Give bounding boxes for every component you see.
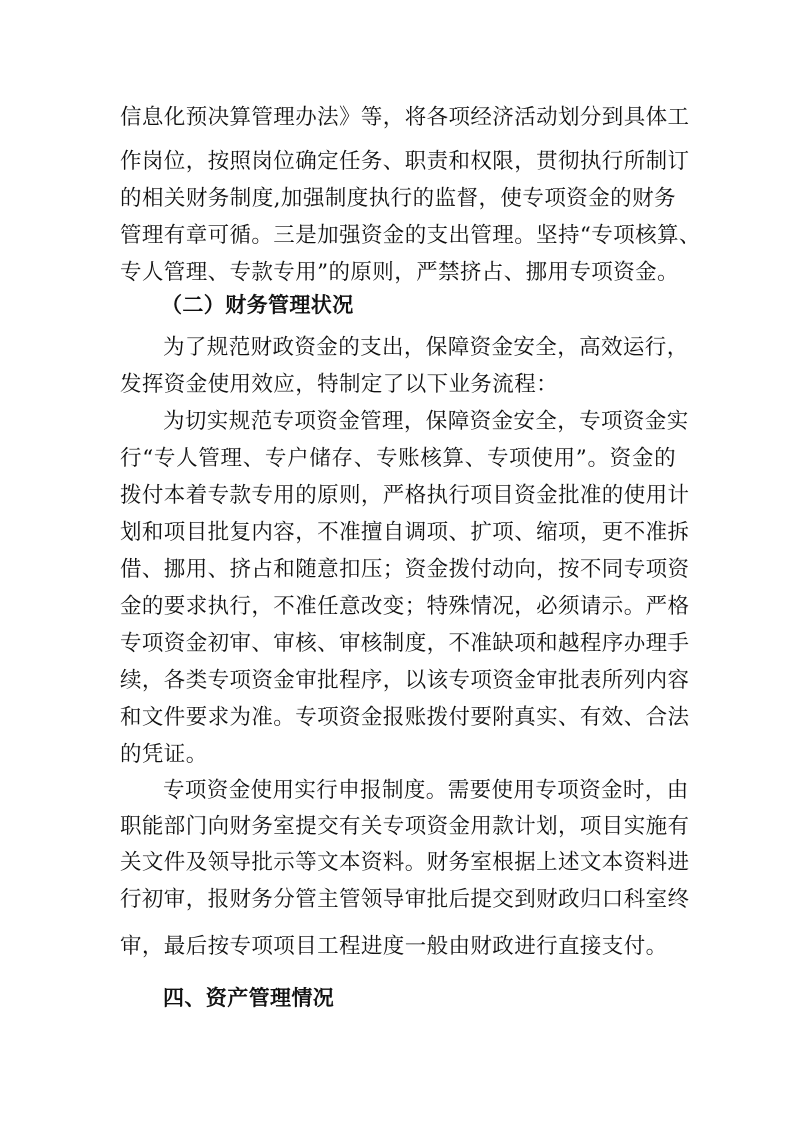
paragraph-line: 的凭证。 — [120, 742, 208, 767]
paragraph-line: 金的要求执行，不准任意改变；特殊情况，必须请示。严格 — [120, 594, 690, 619]
paragraph-line: 信息化预决算管理办法》等，将各项经济活动划分到具体工 — [120, 105, 690, 130]
paragraph-line: 作岗位，按照岗位确定任务、职责和权限，贯彻执行所制订 — [120, 149, 690, 174]
paragraph-line: 行“专人管理、专户储存、专账核算、专项使用”。资金的 — [120, 446, 676, 471]
paragraph-line: 划和项目批复内容，不准擅自调项、扩项、缩项，更不准拆 — [120, 520, 690, 545]
paragraph-line: 关文件及领导批示等文本资料。财务室根据上述文本资料进 — [120, 850, 690, 875]
paragraph-line: 专项资金初审、审核、审核制度，不准缺项和越程序办理手 — [120, 631, 690, 656]
section-heading-financial-management: （二）财务管理状况 — [161, 293, 354, 317]
paragraph-line: 借、挪用、挤占和随意扣压；资金拨付动向，按不同专项资 — [120, 557, 690, 582]
paragraph-line: 为了规范财政资金的支出，保障资金安全，高效运行， — [163, 335, 689, 360]
paragraph-line: 管理有章可循。三是加强资金的支出管理。坚持“专项核算、 — [120, 223, 701, 248]
paragraph-line: 为切实规范专项资金管理，保障资金安全，专项资金实 — [163, 409, 689, 434]
paragraph-line: 职能部门向财务室提交有关专项资金用款计划，项目实施有 — [120, 814, 690, 839]
paragraph-line: 的相关财务制度,加强制度执行的监督，使专项资金的财务 — [120, 186, 676, 211]
paragraph-line: 审，最后按专项项目工程进度一般由财政进行直接支付。 — [120, 934, 668, 959]
paragraph-line: 专人管理、专款专用”的原则，严禁挤占、挪用专项资金。 — [120, 260, 679, 285]
paragraph-line: 行初审，报财务分管主管领导审批后提交到财政归口科室终 — [120, 887, 690, 912]
paragraph-line: 专项资金使用实行申报制度。需要使用专项资金时，由 — [163, 778, 689, 803]
paragraph-line: 发挥资金使用效应，特制定了以下业务流程： — [120, 372, 559, 397]
paragraph-line: 续，各类专项资金审批程序，以该专项资金审批表所列内容 — [120, 668, 690, 693]
paragraph-line: 拨付本着专款专用的原则，严格执行项目资金批准的使用计 — [120, 483, 690, 508]
section-heading-asset-management: 四、资产管理情况 — [163, 986, 335, 1010]
paragraph-line: 和文件要求为准。专项资金报账拨付要附真实、有效、合法 — [120, 705, 690, 730]
